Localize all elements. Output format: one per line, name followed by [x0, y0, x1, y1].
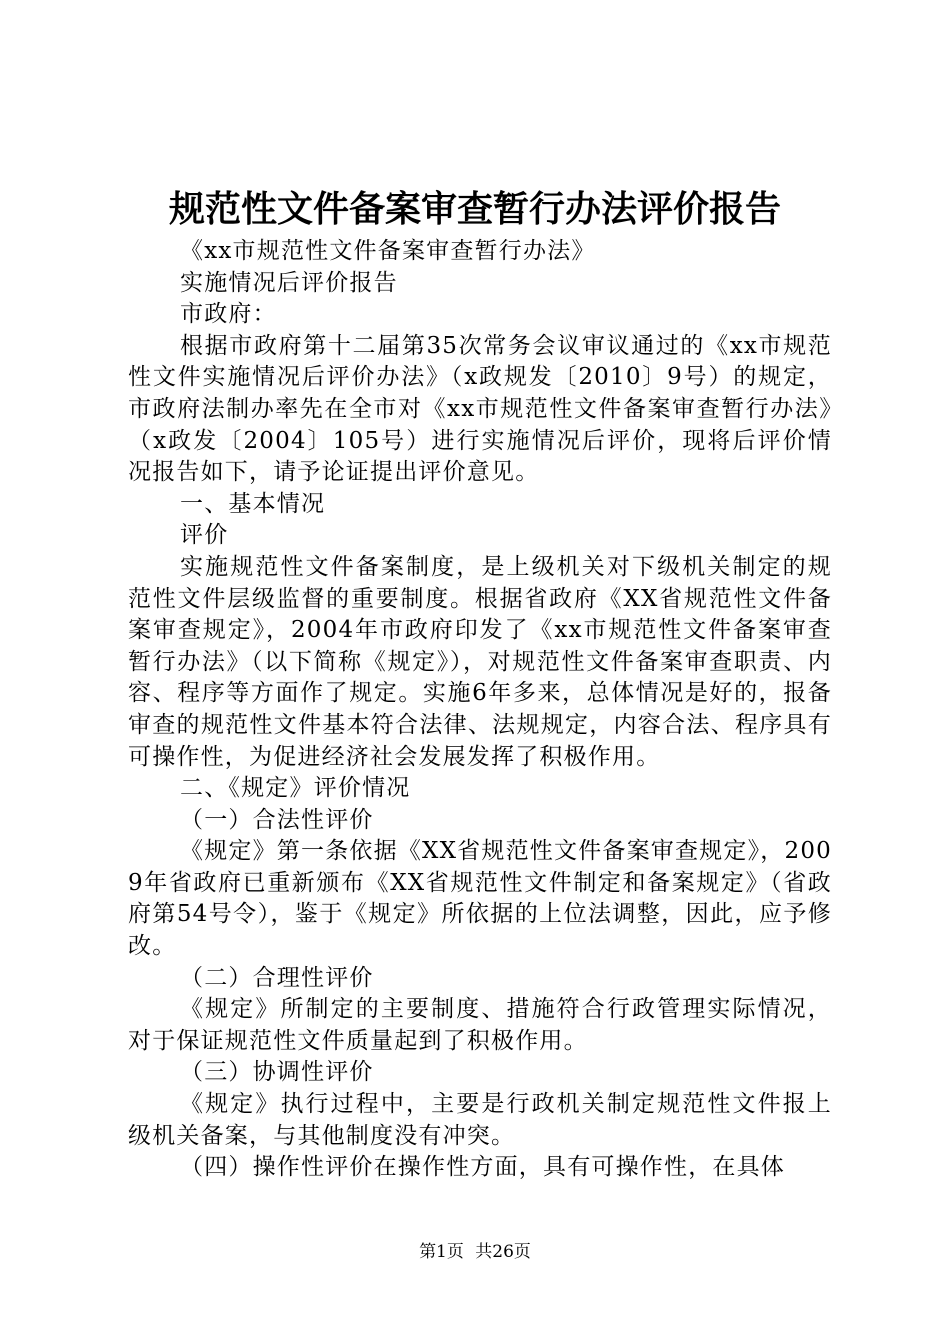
- document-body: [128, 236, 832, 1184]
- paragraph-subtitle-1: 《xx市规范性文件备案审查暂行办法》: [180, 238, 596, 264]
- page-number: 第1页: [419, 1242, 464, 1262]
- heading-legality: （一）合法性评价: [180, 806, 374, 833]
- paragraph-basic-situation: 实施规范性文件备案制度，是上级机关对下级机关制定的规范性文件层级监督的重要制度。根据省政府《XX省规范性文件备案审查规定》，2004年市政府印发了《xx市规范性文件备案审查暂行办法》（以下简称《规定》），对规范性文件备案审查职责、内容、程序等方面作了规定。实施6年多来，总体情况是好的，报备审查的规范性文件基本符合法律、法规规定，内容合法、程序具有可操作性，为促进经济社会发展发挥了积极作用。: [128, 553, 832, 770]
- document-title: 规范性文件备案审查暂行办法评价报告: [168, 188, 781, 230]
- heading-rationality: （二）合理性评价: [180, 964, 374, 991]
- paragraph-operability: （四）操作性评价在操作性方面，具有可操作性，在具体: [180, 1154, 785, 1181]
- paragraph-rationality: 《规定》所制定的主要制度、措施符合行政管理实际情况，对于保证规范性文件质量起到了积极作用。: [128, 996, 832, 1054]
- heading-coordination: （三）协调性评价: [180, 1059, 374, 1086]
- heading-regulation-evaluation: 二、《规定》评价情况: [180, 775, 411, 802]
- paragraph-coordination: 《规定》执行过程中，主要是行政机关制定规范性文件报上级机关备案，与其他制度没有冲突。: [128, 1091, 832, 1149]
- paragraph-legality: 《规定》第一条依据《XX省规范性文件备案审查规定》，2009年省政府已重新颁布《XX省规范性文件制定和备案规定》（省政府第54号令），鉴于《规定》所依据的上位法调整，因此，应予修改。: [128, 838, 832, 960]
- page-footer: [0, 1240, 950, 1264]
- heading-evaluation: 评价: [180, 522, 229, 549]
- paragraph-intro: 根据市政府第十二届第35次常务会议审议通过的《xx市规范性文件实施情况后评价办法》（x政规发〔2010〕9号）的规定，市政府法制办率先在全市对《xx市规范性文件备案审查暂行办法》（x政发〔2004〕105号）进行实施情况后评价，现将后评价情况报告如下，请予论证提出评价意见。: [128, 332, 832, 486]
- heading-basic-situation: 一、基本情况: [180, 490, 326, 517]
- paragraph-salutation: 市政府：: [180, 301, 277, 328]
- paragraph-subtitle-2: 实施情况后评价报告: [180, 269, 398, 296]
- page-total: 共26页: [475, 1242, 531, 1262]
